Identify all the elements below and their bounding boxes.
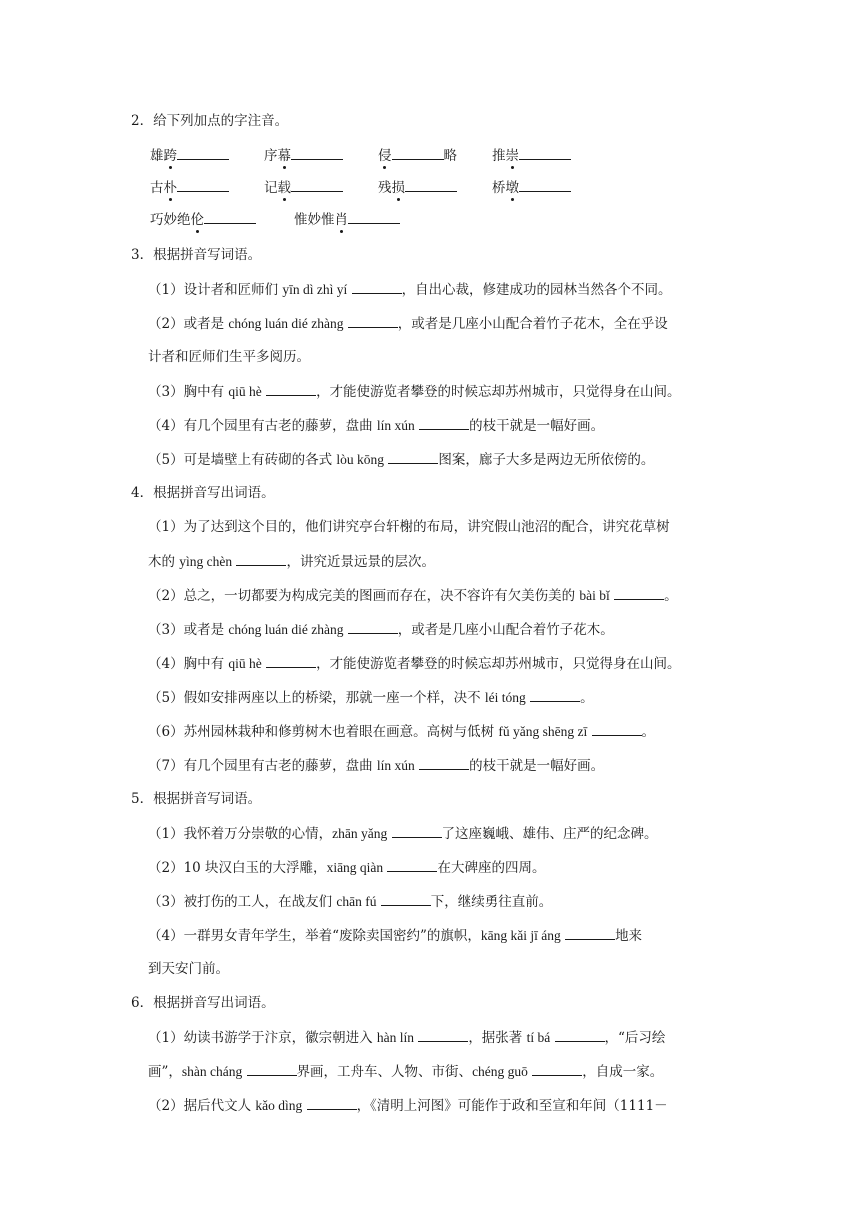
answer-blank[interactable]: [266, 653, 316, 668]
answer-blank[interactable]: [530, 687, 580, 702]
answer-blank[interactable]: [177, 177, 229, 192]
question-5-title: 5．根据拼音写词语。: [131, 791, 262, 807]
question-2-title: 2．给下列加点的字注音。: [131, 113, 289, 129]
worksheet-page: 2．给下列加点的字注音。 雄跨 序幕 侵 略 推崇 古朴 记载 残损 桥墩 巧妙绝伦 惟妙惟肖 3．根据拼音写词语。 （1）设计者和匠师们 yīn dì zhì yí ，自出心裁，修建成功的园林当然各个不同。 （2）或者是 chóng luán dié zhàng ，或者是几座小山配合着竹子花木，全在乎设 计者和匠师们生平多阅历。 （3）胸中有 qiū hè ，才能使游览者攀登的时候忘却苏州城市，只觉得身在山间。 （4）有几个园里有古老的藤萝，盘曲 lín xún 的枝干就是一幅好画。 （5）可是墙壁上有砖砌的各式 lòu kōng 图案，廊子大多是两边无所依傍的。 4．根据拼音写出词语。 （1）为了达到这个目的，他们讲究亭台轩榭的布局，讲究假山池沼的配合，讲究花草树 木的 yìng chèn ，讲究近景远景的层次。 （2）总之，一切都要为构成完美的图画而存在，决不容许有欠美伤美的 bài bǐ 。 （3）或者是 chóng luán dié zhàng ，或者是几座小山配合着竹子花木。 （4）胸中有 qiū hè ，才能使游览者攀登的时候忘却苏州城市，只觉得身在山间。 （5）假如安排两座以上的桥梁，那就一座一个样，决不 léi tóng 。 （6）苏州园林栽种和修剪树木也着眼在画意。高树与低树 fǔ yǎng shēng zī 。 （7）有几个园里有古老的藤萝，盘曲 lín xún 的枝干就是一幅好画。 5．根据拼音写词语。 （1）我怀着万分崇敬的心情，zhān yǎng 了这座巍峨、雄伟、庄严的纪念碑。 （2）10 块汉白玉的大浮雕，xiāng qiàn 在大碑座的四周。 （3）被打伤的工人，在战友们 chān fú 下，继续勇往直前。 （4）一群男女青年学生，举着“废除卖国密约”的旗帜，kāng kǎi jī áng 地来 到天安门前。 6．根据拼音写出词语。 （1）幼读书游学于汴京，徽宗朝进入 hàn lín ，据张著 tí bá ，“后习绘 画”，shàn cháng 界画，工舟车、人物、市街、chéng guō ，自成一家。 （2）据后代文人 kǎo dìng ，《清明上河图》可能作于政和至宣和年间（1111－: [131, 113, 681, 1114]
answer-blank[interactable]: [565, 925, 615, 940]
answer-blank[interactable]: [352, 279, 402, 294]
q3-item-1: （1）设计者和匠师们 yīn dì zhì yí ，自出心裁，修建成功的园林当然各个不同。: [148, 279, 672, 300]
q6-item-1: （1）幼读书游学于汴京，徽宗朝进入 hàn lín ，据张著 tí bá ，“后习绘: [148, 1027, 665, 1048]
answer-blank[interactable]: [418, 1027, 468, 1042]
answer-blank[interactable]: [555, 1027, 605, 1042]
answer-blank[interactable]: [307, 1095, 357, 1110]
q5-item-4-cont: 到天安门前。: [148, 961, 229, 977]
answer-blank[interactable]: [592, 721, 642, 736]
answer-blank[interactable]: [381, 891, 431, 906]
answer-blank[interactable]: [392, 145, 444, 160]
answer-blank[interactable]: [291, 145, 343, 160]
q4-item-7: （7）有几个园里有古老的藤萝，盘曲 lín xún 的枝干就是一幅好画。: [148, 755, 604, 776]
answer-blank[interactable]: [419, 755, 469, 770]
answer-blank[interactable]: [348, 209, 400, 224]
answer-blank[interactable]: [247, 1061, 297, 1076]
q4-item-5: （5）假如安排两座以上的桥梁，那就一座一个样，决不 léi tóng 。: [148, 687, 594, 708]
answer-blank[interactable]: [177, 145, 229, 160]
answer-blank[interactable]: [204, 209, 256, 224]
answer-blank[interactable]: [519, 145, 571, 160]
q6-item-2: （2）据后代文人 kǎo dìng ，《清明上河图》可能作于政和至宣和年间（1111－: [148, 1095, 668, 1116]
answer-blank[interactable]: [236, 551, 286, 566]
answer-blank[interactable]: [348, 313, 398, 328]
q3-item-2-cont: 计者和匠师们生平多阅历。: [148, 349, 310, 365]
q5-item-3: （3）被打伤的工人，在战友们 chān fú 下，继续勇往直前。: [148, 891, 552, 912]
q5-item-2: （2）10 块汉白玉的大浮雕，xiāng qiàn 在大碑座的四周。: [148, 857, 545, 878]
question-3-title: 3．根据拼音写词语。: [131, 247, 262, 263]
q4-item-4: （4）胸中有 qiū hè ，才能使游览者攀登的时候忘却苏州城市，只觉得身在山间。: [148, 653, 681, 674]
q4-item-6: （6）苏州园林栽种和修剪树木也着眼在画意。高树与低树 fǔ yǎng shēng zī 。: [148, 721, 655, 742]
q6-item-1-cont: 画”，shàn cháng 界画，工舟车、人物、市街、chéng guō ，自成一家。: [148, 1061, 663, 1082]
q3-item-2: （2）或者是 chóng luán dié zhàng ，或者是几座小山配合着竹子花木，全在乎设: [148, 313, 668, 334]
q4-item-2: （2）总之，一切都要为构成完美的图画而存在，决不容许有欠美伤美的 bài bǐ 。: [148, 585, 678, 606]
answer-blank[interactable]: [392, 823, 442, 838]
answer-blank[interactable]: [387, 857, 437, 872]
q4-item-3: （3）或者是 chóng luán dié zhàng ，或者是几座小山配合着竹子花木。: [148, 619, 614, 640]
q3-item-3: （3）胸中有 qiū hè ，才能使游览者攀登的时候忘却苏州城市，只觉得身在山间。: [148, 381, 681, 402]
answer-blank[interactable]: [291, 177, 343, 192]
answer-blank[interactable]: [532, 1061, 582, 1076]
answer-blank[interactable]: [348, 619, 398, 634]
answer-blank[interactable]: [405, 177, 457, 192]
answer-blank[interactable]: [266, 381, 316, 396]
q4-item-1-cont: 木的 yìng chèn ，讲究近景远景的层次。: [148, 551, 435, 572]
answer-blank[interactable]: [519, 177, 571, 192]
q5-item-4: （4）一群男女青年学生，举着“废除卖国密约”的旗帜，kāng kǎi jī áng 地来: [148, 925, 642, 946]
q3-item-4: （4）有几个园里有古老的藤萝，盘曲 lín xún 的枝干就是一幅好画。: [148, 415, 604, 436]
answer-blank[interactable]: [388, 449, 438, 464]
question-6-title: 6．根据拼音写出词语。: [131, 995, 275, 1011]
answer-blank[interactable]: [614, 585, 664, 600]
q3-item-5: （5）可是墙壁上有砖砌的各式 lòu kōng 图案，廊子大多是两边无所依傍的。: [148, 449, 654, 470]
question-4-title: 4．根据拼音写出词语。: [131, 485, 275, 501]
q5-item-1: （1）我怀着万分崇敬的心情，zhān yǎng 了这座巍峨、雄伟、庄严的纪念碑。: [148, 823, 658, 844]
answer-blank[interactable]: [419, 415, 469, 430]
q4-item-1: （1）为了达到这个目的，他们讲究亭台轩榭的布局，讲究假山池沼的配合，讲究花草树: [148, 519, 670, 535]
